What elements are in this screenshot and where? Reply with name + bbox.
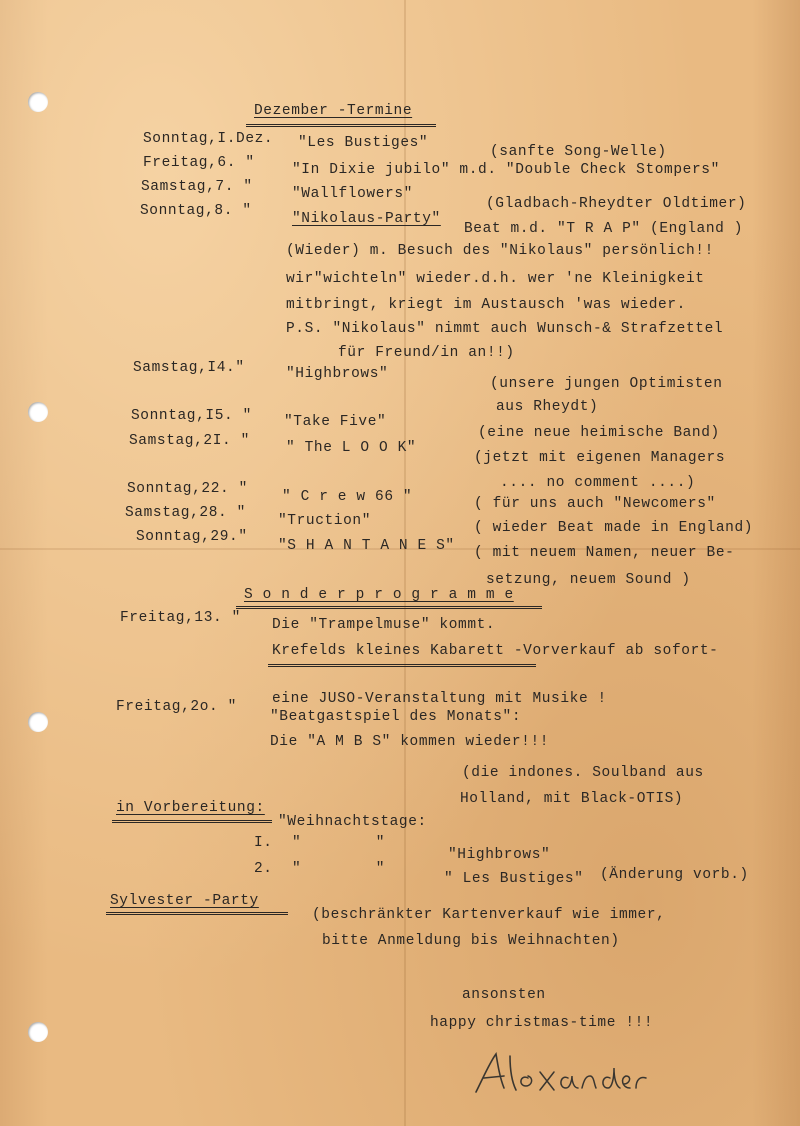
event-note-6: (eine neue heimische Band) [478,425,720,441]
event-date-1: Sonntag,I.Dez. [143,131,274,147]
sonder-line-2: Krefelds kleines Kabarett -Vorverkauf ab sofort- [272,643,719,659]
event-act-7: " The L O O K" [286,440,417,456]
event-note-7: (jetzt mit eigenen Managers [474,450,726,466]
punch-hole-bottom [28,1022,48,1042]
event-act-3: "Wallflowers" [292,186,413,202]
event-date-6: Sonntag,I5. " [131,408,252,424]
event-note-1: (sanfte Song-Welle) [490,144,667,160]
event-act-6: "Take Five" [284,414,387,430]
heading-double-underline [246,124,436,127]
event-note-7b: .... no comment ....) [500,475,696,491]
event-act-4: "Nikolaus-Party" [292,211,441,227]
sonder-date-1: Freitag,13. " [120,610,241,626]
closing-line-1: ansonsten [462,987,546,1003]
nikolaus-line-2: wir"wichteln" wieder.d.h. wer 'ne Kleinigkeit [286,271,705,287]
vorbereitung-row2-act: " Les Bustiges" [444,871,584,887]
event-date-2: Freitag,6. " [143,155,255,171]
vorbereitung-row1-act: "Highbrows" [448,847,551,863]
event-act-4-rest: Beat m.d. "T R A P" (England ) [464,221,744,237]
heading-dezember-termine: Dezember -Termine [254,103,413,119]
sonder-heading: S o n d e r p r o g r a m m e [244,587,514,603]
vorbereitung-row1-num: I. [254,835,273,851]
event-act-10: "S H A N T A N E S" [278,538,455,554]
event-act-9: "Truction" [278,513,372,529]
event-date-5: Samstag,I4." [133,360,245,376]
closing-line-2: happy christmas-time !!! [430,1015,654,1031]
event-note-9: ( wieder Beat made in England) [474,520,754,536]
event-note-5: (unsere jungen Optimisten [490,376,723,392]
sonder-line-4: "Beatgastspiel des Monats": [270,709,522,725]
sonder-line-6: (die indones. Soulband aus [462,765,704,781]
sonder-line-7: Holland, mit Black-OTIS) [460,791,684,807]
event-date-3: Samstag,7. " [141,179,253,195]
sonder-line-1: Die "Trampelmuse" kommt. [272,617,496,633]
sylvester-line-2: bitte Anmeldung bis Weihnachten) [322,933,620,949]
sonder-heading-double-underline [236,606,542,609]
punch-hole-top [28,92,48,112]
event-date-8: Sonntag,22. " [127,481,248,497]
event-note-3: (Gladbach-Rheydter Oldtimer) [486,196,747,212]
nikolaus-line-5: für Freund/in an!!) [338,345,515,361]
sonder-line-2-double-underline [268,664,536,667]
vorbereitung-row2-ditto: " " [292,861,386,877]
handwritten-signature [470,1048,650,1098]
vorbereitung-title: "Weihnachtstage: [278,814,427,830]
event-date-10: Sonntag,29." [136,529,248,545]
event-act-5: "Highbrows" [286,366,389,382]
sylvester-double-underline [106,912,288,915]
vorbereitung-double-underline [112,820,272,823]
event-note-10b: setzung, neuem Sound ) [486,572,691,588]
event-note-5b: aus Rheydt) [496,399,599,415]
event-date-9: Samstag,28. " [125,505,246,521]
vorbereitung-row2-note: (Änderung vorb.) [600,867,749,883]
nikolaus-line-1: (Wieder) m. Besuch des "Nikolaus" persönlich!! [286,243,714,259]
event-act-2: "In Dixie jubilo" m.d. "Double Check Stompers" [292,162,720,178]
nikolaus-line-4: P.S. "Nikolaus" nimmt auch Wunsch-& Strafzettel [286,321,724,337]
sonder-line-3: eine JUSO-Veranstaltung mit Musike ! [272,691,607,707]
vorbereitung-row2-num: 2. [254,861,273,877]
punch-hole-upper-middle [28,402,48,422]
punch-hole-lower-middle [28,712,48,732]
event-date-4: Sonntag,8. " [140,203,252,219]
event-act-8: " C r e w 66 " [282,489,413,505]
event-note-10: ( mit neuem Namen, neuer Be- [474,545,735,561]
event-note-8: ( für uns auch "Newcomers" [474,496,716,512]
vorbereitung-label: in Vorbereitung: [116,800,265,816]
sonder-date-2: Freitag,2o. " [116,699,237,715]
event-act-1: "Les Bustiges" [298,135,429,151]
sylvester-line-1: (beschränkter Kartenverkauf wie immer, [312,907,666,923]
nikolaus-line-3: mitbringt, kriegt im Austausch 'was wieder. [286,297,686,313]
sonder-line-5: Die "A M B S" kommen wieder!!! [270,734,550,750]
event-date-7: Samstag,2I. " [129,433,250,449]
sylvester-label: Sylvester -Party [110,893,259,909]
vorbereitung-row1-ditto: " " [292,835,386,851]
